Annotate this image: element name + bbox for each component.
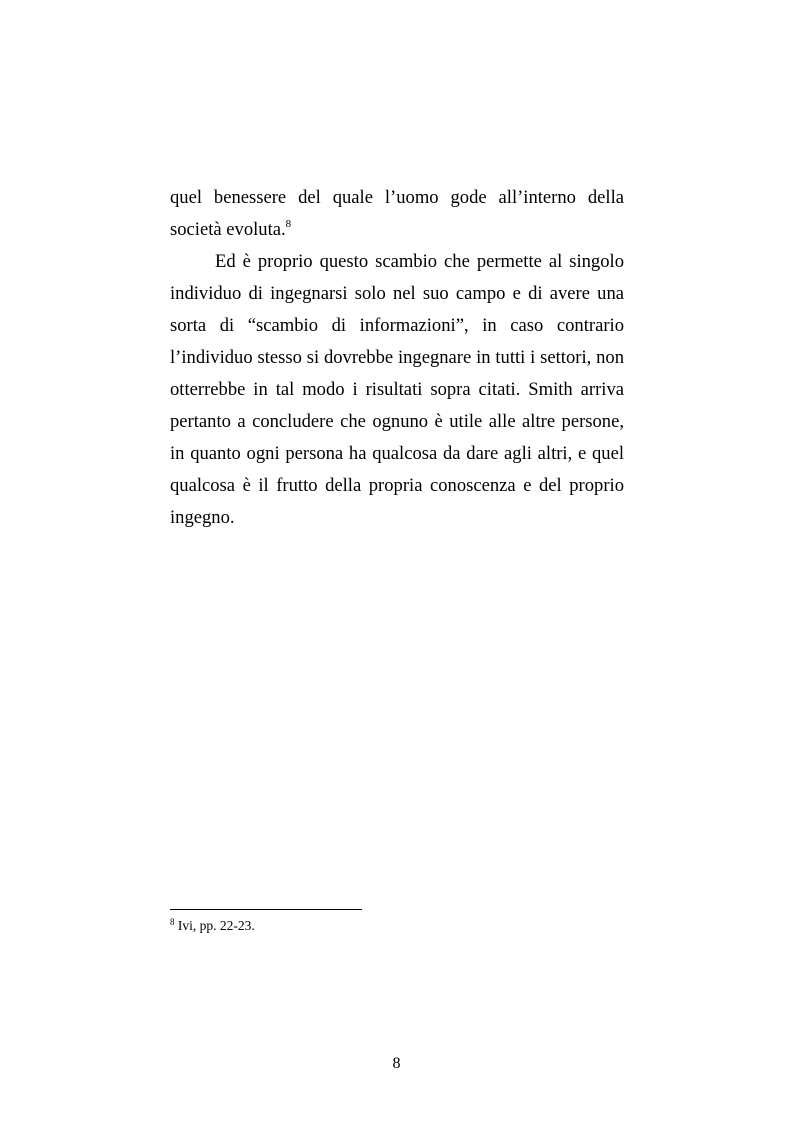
footnote-divider — [170, 909, 362, 910]
paragraph-2: Ed è proprio questo scambio che permette al singolo individuo di ingegnarsi solo nel suo campo e di avere una sorta di “scambio di informazioni”, in caso contrario l’individuo stesso si dovrebbe ingegnare in tutti i settori, non otterrebbe in tal modo i risultati sopra citati. Smith arriva pertanto a concludere che ognuno è utile alle altre persone, in quanto ogni persona ha qualcosa da dare agli altri, e quel qualcosa è il frutto della propria conoscenza e del proprio ingegno. — [170, 251, 624, 528]
footnote — [170, 917, 624, 935]
footnote-reference: 8 — [285, 218, 292, 230]
paragraph-continuation — [170, 182, 624, 246]
body-text — [170, 182, 624, 534]
footnote-text: Ivi, pp. 22-23. — [174, 918, 255, 933]
page-number: 8 — [392, 1055, 401, 1072]
footnote-number: 8 — [170, 917, 175, 927]
paragraph-1-text: quel benessere del quale l’uomo gode all’interno della società evoluta. — [170, 187, 624, 240]
